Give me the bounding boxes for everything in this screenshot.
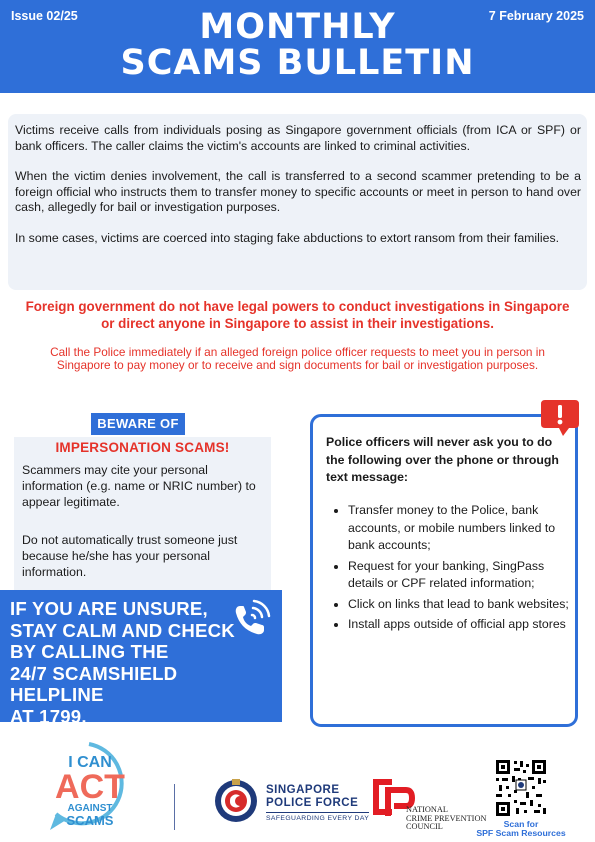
intro-paragraph-3: In some cases, victims are coerced into staging fake abductions to extort ransom from their families. <box>15 230 560 245</box>
qr-code-icon[interactable] <box>494 758 548 818</box>
ncpc-line-3: COUNCIL <box>406 822 443 832</box>
helpline-line-1: IF YOU ARE UNSURE, <box>10 598 208 619</box>
spf-crest-logo <box>212 777 260 825</box>
beware-paragraph-2: Do not automatically trust someone just because he/she has your personal information. <box>22 533 238 579</box>
police-list <box>326 502 571 637</box>
warning-bold: Foreign government do not have legal powers to conduct investigations in Singapore or direct anyone in Singapore to assist in their investigations. <box>25 299 570 331</box>
ican-line-4: SCAMS <box>66 813 114 828</box>
page-title <box>0 9 595 81</box>
helpline-line-2: STAY CALM AND CHECK <box>10 619 235 641</box>
beware-paragraph-1: Scammers may cite your personal information (e.g. name or NRIC number) to appear legitimate. <box>22 463 256 509</box>
list-item: • Install apps outside of official app stores <box>348 616 571 634</box>
phone-icon <box>226 596 274 644</box>
ncpc-line-1: NATIONAL <box>406 805 448 814</box>
spf-line-2: POLICE FORCE <box>266 797 359 809</box>
helpline-line-3: BY CALLING THE <box>10 641 169 663</box>
intro-panel <box>8 114 587 290</box>
impersonation-title: IMPERSONATION SCAMS! <box>55 440 230 455</box>
beware-tag: BEWARE OF <box>91 413 185 435</box>
ncpc-line-2: CRIME PREVENTION <box>406 813 487 823</box>
i-can-act-against-scams-logo <box>44 740 134 835</box>
warning-regular: Call the Police immediately if an alleged foreign police officer requests to meet you in person in Singapore to pay money or to receive and sign documents for bail or investigation purposes. <box>50 345 545 373</box>
helpline-line-4: 24/7 SCAMSHIELD HELPLINE <box>10 662 178 706</box>
list-item: • Transfer money to the Police, bank accounts, or mobile numbers linked to bank accounts; <box>348 502 571 555</box>
helpline-line-5: AT 1799. <box>10 705 87 727</box>
qr-caption-2: SPF Scam Resources <box>476 828 566 838</box>
ican-line-3: AGAINST <box>67 803 113 814</box>
police-intro: Police officers will never ask you to do the following over the phone or through text message: <box>326 435 559 484</box>
footer-divider <box>174 784 175 830</box>
ican-line-2: ACT <box>55 768 125 806</box>
qr-caption-1: Scan for <box>503 819 539 829</box>
title-line-1: MONTHLY <box>199 7 396 47</box>
issue-date: 7 February 2025 <box>488 9 584 23</box>
spf-tagline: SAFEGUARDING EVERY DAY <box>266 812 369 822</box>
intro-paragraph-1: Victims receive calls from individuals posing as Singapore government officials (from ICA or SPF) or bank officers. The caller claims the victim's accounts are linked to criminal activities. <box>15 123 581 153</box>
title-line-2: SCAMS BULLETIN <box>120 43 475 83</box>
list-item: • Request for your banking, SingPass details or CPF related information; <box>348 558 571 593</box>
ican-line-1: I CAN <box>68 754 112 771</box>
alert-icon <box>539 396 581 438</box>
list-item: • Click on links that lead to bank websites; <box>348 596 571 614</box>
issue-number: Issue 02/25 <box>11 9 78 23</box>
intro-paragraph-2: When the victim denies involvement, the call is transferred to a second scammer pretending to be a foreign official who instructs them to transfer money to specific accounts or meet in person to hand over cash, allegedly for bail or investigation purposes. <box>15 169 581 215</box>
spf-line-1: SINGAPORE <box>266 784 340 796</box>
